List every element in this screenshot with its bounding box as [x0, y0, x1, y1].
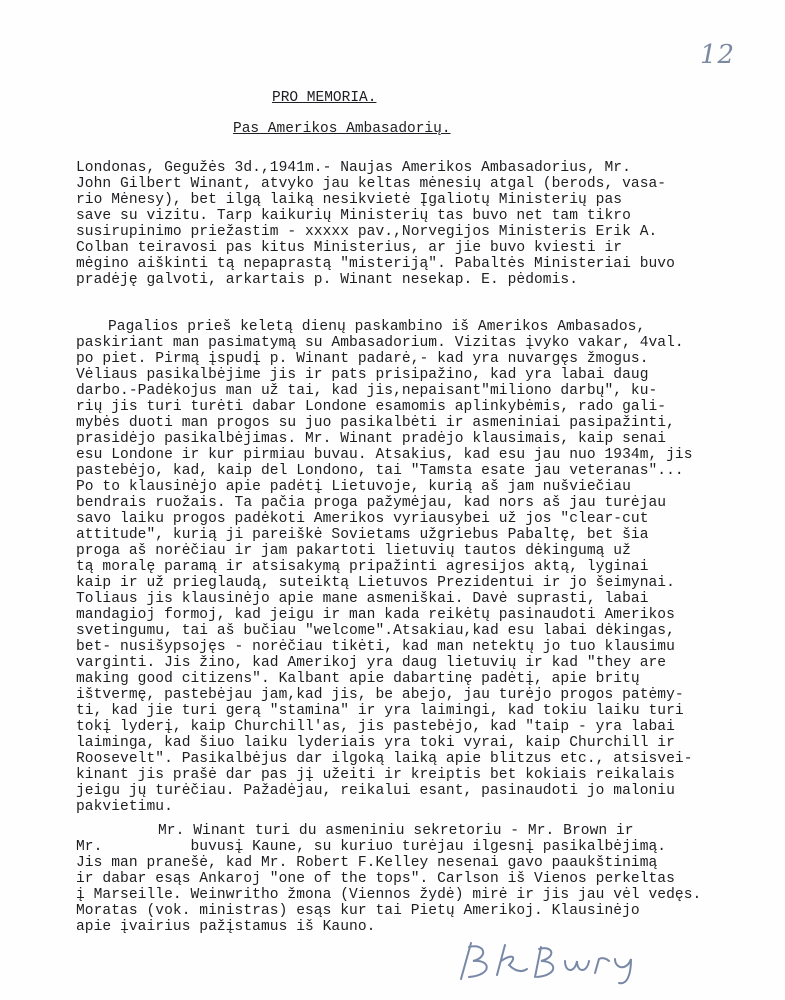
text-line: bet- nusišypsojęs - norėčiau tikėti, kad man netektų jo tuo klausimu — [76, 639, 675, 655]
text-line: kaip ir už prieglaudą, suteiktą Lietuvos Prezidentui ir jo šeimynai. — [76, 575, 675, 591]
text-line: Londonas, Gegužės 3d.,1941m.- Naujas Amerikos Ambasadorius, Mr. — [76, 160, 631, 176]
text-line: mybės duoti man progos su juo pasikalbėti ir asmeniniai pasipažinti, — [76, 415, 675, 431]
text-line: pakvietimu. — [76, 799, 173, 815]
text-line: į Marseille. Weinwritho žmona (Viennos žydė) mirė ir jis jau vėl vedęs. — [76, 887, 702, 903]
text-line: Po to klausinėjo apie padėtį Lietuvoje, kurią aš jam nušviečiau — [76, 479, 631, 495]
text-line: kinant jis prašė dar pas jį užeiti ir kreiptis bet kokiais reikalais — [76, 767, 675, 783]
text-line: Jis man pranešė, kad Mr. Robert F.Kelley nesenai gavo paaukštinimą — [76, 855, 658, 871]
text-line: John Gilbert Winant, atvyko jau keltas mėnesių atgal (berods, vasa- — [76, 176, 667, 192]
text-line: susirupinimo priežastim - xxxxx pav.,Norvegijos Ministeris Erik A. — [76, 224, 658, 240]
page-number: 12 — [700, 40, 736, 70]
text-line: savo laiku progos padėkoti Amerikos vyriausybei už jos "clear-cut — [76, 511, 649, 527]
text-line: proga aš norėčiau ir jam pakartoti lietuvių tautos dėkingumą už — [76, 543, 631, 559]
text-line: rių jis turi turėti dabar Londone esamomis aplinkybėmis, rado gali- — [76, 399, 667, 415]
text-line: save su vizitu. Tarp kaikurių Ministerių tas buvo net tam tikro — [76, 208, 631, 224]
text-line: jeigu jų turėčiau. Pažadėjau, reikalui esant, pasinaudoti jo maloniu — [76, 783, 675, 799]
text-line: tą moralę paramą ir atsisakymą pripažinti agresijos aktą, lyginai — [76, 559, 649, 575]
text-line: svetingumu, tai aš bučiau "welcome".Atsakiau,kad esu labai dėkingas, — [76, 623, 675, 639]
text-line: mėgino aiškinti tą nepaprastą "misteriją". Pabaltės Ministeriai buvo — [76, 256, 675, 272]
text-line: Vėliaus pasikalbėjime jis ir pats prisipažino, kad yra labai daug — [76, 367, 649, 383]
document-title: PRO MEMORIA. — [272, 90, 377, 106]
text-line: prasidėjo pasikalbėjimas. Mr. Winant pradėjo klausimais, kaip senai — [76, 431, 667, 447]
text-line: attitude", kurią ji pareiškė Sovietams užgriebus Pabaltę, bet šia — [76, 527, 649, 543]
text-line: darbo.-Padėkojus man už tai, kad jis,nepaisant"miliono darbų", ku- — [76, 383, 658, 399]
text-line: bendrais ruožais. Ta pačia proga pažymėjau, kad nors aš jau turėjau — [76, 495, 667, 511]
text-line: ti, kad jie turi gerą "stamina" ir yra laimingi, kad tokiu laiku turi — [76, 703, 684, 719]
text-line: mandagioj formoj, kad jeigu ir man kada reikėtų pasinaudoti Amerikos — [76, 607, 675, 623]
text-line: Pagalios prieš keletą dienų paskambino iš Amerikos Ambasados, — [108, 319, 646, 335]
text-line: laiminga, kad šiuo laiku lyderiais yra toki vyrai, kaip Churchill ir — [76, 735, 675, 751]
text-line: ištvermę, pastebėjau jam,kad jis, be abejo, jau turėjo progos patėmy- — [76, 687, 684, 703]
text-line: ir dabar esąs Ankaroj "one of the tops". Carlson iš Vienos perkeltas — [76, 871, 675, 887]
text-line: Roosevelt". Pasikalbėjus dar ilgoką laiką apie blitzus etc., atsisvei- — [76, 751, 693, 767]
text-line: making good citizens". Kalbant apie dabartinę padėtį, apie britų — [76, 671, 640, 687]
text-line: apie įvairius pažįstamus iš Kauno. — [76, 919, 376, 935]
text-line: pradėję galvoti, arkartais p. Winant nesekap. E. pėdomis. — [76, 272, 579, 288]
text-line: esu Londone ir kur pirmiau buvau. Atsakius, kad esu jau nuo 1934m, jis — [76, 447, 693, 463]
text-line: Moratas (vok. ministras) esąs kur tai Pietų Amerikoj. Klausinėjo — [76, 903, 640, 919]
text-line: Toliaus jis klausinėjo apie mane asmeniškai. Davė suprasti, labai — [76, 591, 649, 607]
text-line: po piet. Pirmą įspudį p. Winant padarė,- kad yra nuvargęs žmogus. — [76, 351, 649, 367]
text-line: Colban teiravosi pas kitus Ministerius, ar jie buvo kviesti ir — [76, 240, 623, 256]
text-line: rio Mėnesy), bet ilgą laiką nesikvietė Įgaliotų Ministerių pas — [76, 192, 623, 208]
document-subtitle: Pas Amerikos Ambasadorių. — [233, 121, 451, 137]
text-line: tokį lyderį, kaip Churchill'as, jis pastebėjo, kad "taip - yra labai — [76, 719, 675, 735]
text-line: varginti. Jis žino, kad Amerikoj yra daug lietuvių ir kad "they are — [76, 655, 667, 671]
handwritten-signature — [455, 935, 645, 987]
text-line: Mr. buvusį Kaune, su kuriuo turėjau ilgesnį pasikalbėjimą. — [76, 839, 667, 855]
text-line: Mr. Winant turi du asmeniniu sekretoriu - Mr. Brown ir — [158, 823, 634, 839]
text-line: paskiriant man pasimatymą su Ambasadorium. Vizitas įvyko vakar, 4val. — [76, 335, 684, 351]
text-line: pastebėjo, kad, kaip del Londono, tai "Tamsta esate jau veteranas"... — [76, 463, 684, 479]
